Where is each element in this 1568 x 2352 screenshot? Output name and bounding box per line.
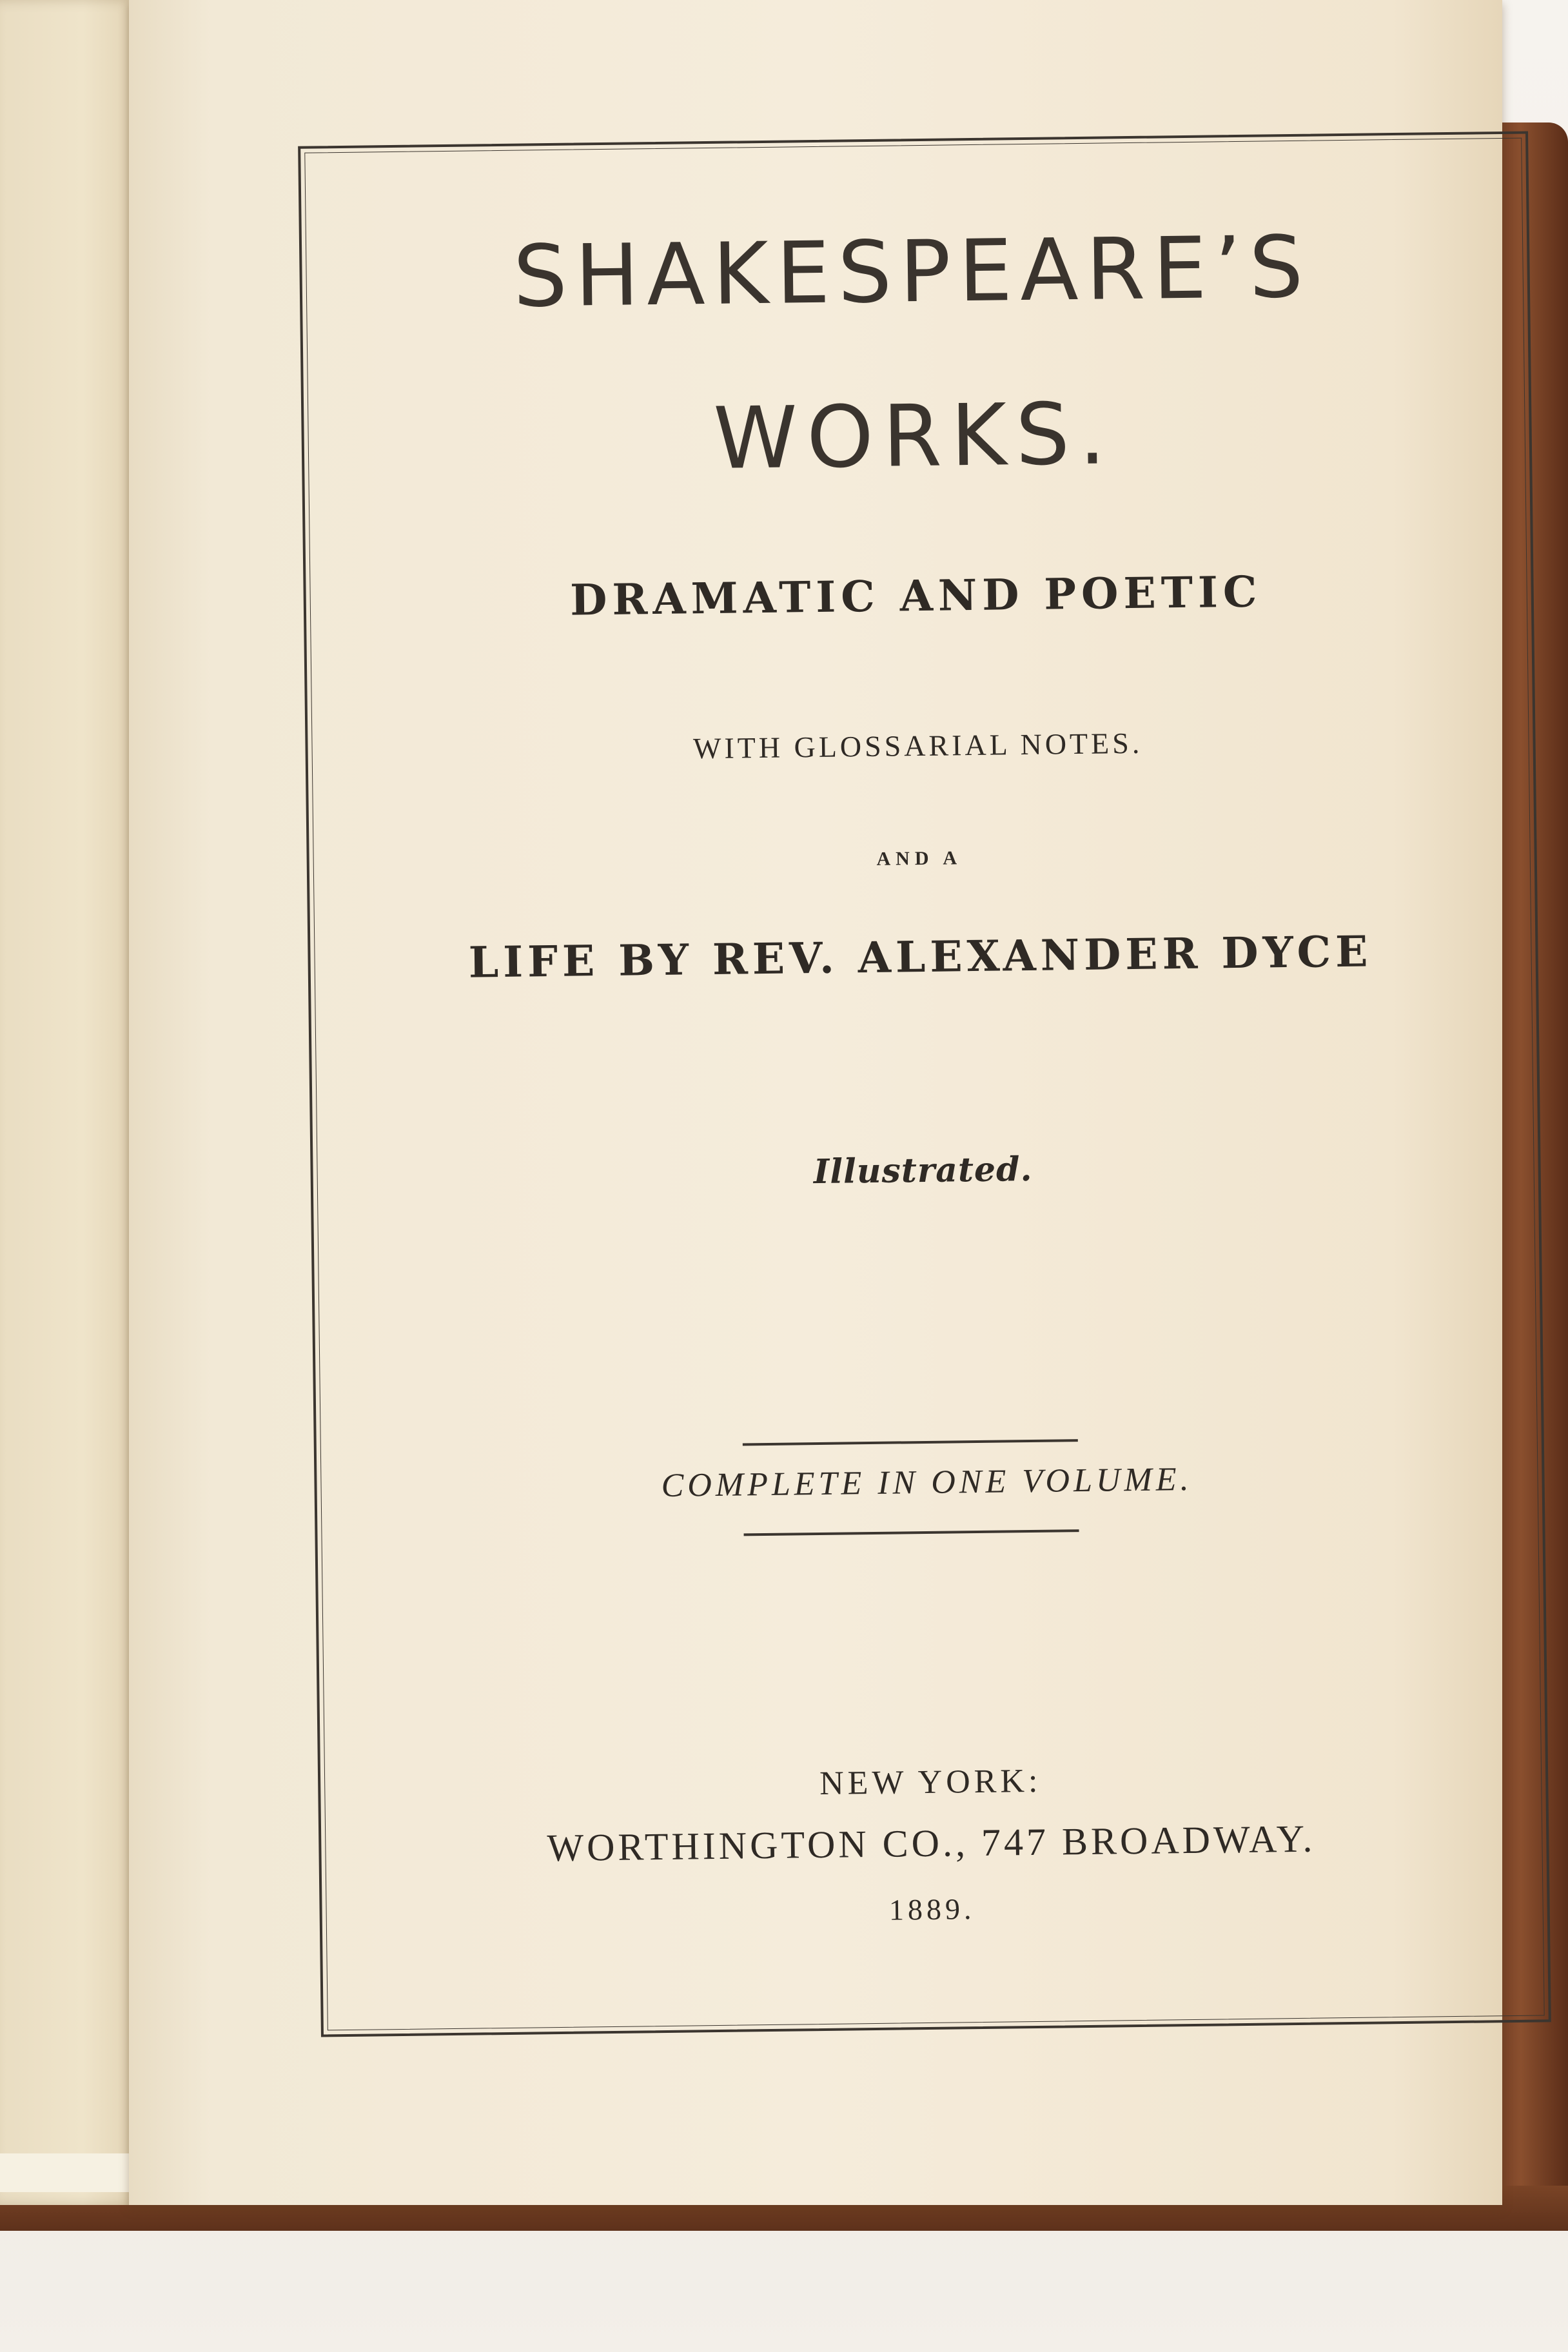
- title-line-1: SHAKESPEARE’S: [513, 217, 1312, 327]
- facing-page-strip: [0, 2153, 139, 2192]
- notes-line: WITH GLOSSARIAL NOTES.: [692, 726, 1143, 765]
- title-line-2: WORKS.: [712, 384, 1115, 489]
- subtitle: DRAMATIC AND POETIC: [569, 566, 1262, 625]
- imprint-year: 1889.: [888, 1892, 975, 1926]
- title-page-content: [298, 132, 1546, 2032]
- author-life-line: LIFE BY REV. ALEXANDER DYCE: [468, 926, 1373, 988]
- imprint-city: NEW YORK:: [819, 1762, 1042, 1803]
- connector-line: AND A: [876, 847, 963, 870]
- illustrated-line: Illustrated.: [813, 1149, 1033, 1192]
- rule-above-complete: [743, 1439, 1078, 1446]
- complete-volume-line: COMPLETE IN ONE VOLUME.: [661, 1460, 1193, 1504]
- rule-below-complete: [744, 1529, 1079, 1536]
- imprint-publisher: WORTHINGTON CO., 747 BROADWAY.: [547, 1817, 1316, 1870]
- facing-page: [0, 0, 139, 2205]
- title-page: [129, 0, 1502, 2205]
